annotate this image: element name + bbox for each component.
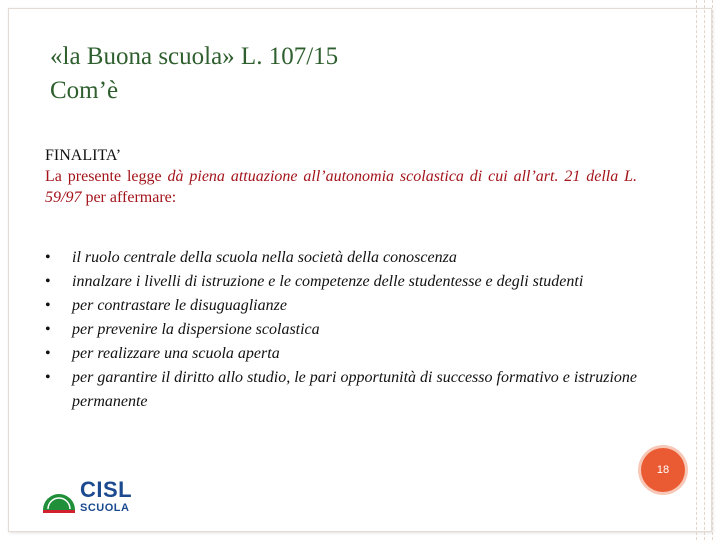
intro-suffix: per affermare: <box>81 189 177 206</box>
list-item: • per contrastare le disuguaglianze <box>45 294 637 318</box>
cisl-logo-icon <box>40 476 78 516</box>
title-line-2: Com’è <box>50 77 119 104</box>
intro-italic: dà piena attuazione all’autonomia scolastica di cui all’art. 21 della L. 59/97 <box>45 168 638 206</box>
cisl-scuola-logo <box>40 476 150 516</box>
list-item: • per prevenire la dispersione scolastica <box>45 318 637 342</box>
logo-name: CISL <box>80 477 133 502</box>
list-item: • per realizzare una scuola aperta <box>45 342 637 366</box>
title-line-1: «la Buona scuola» L. 107/15 <box>50 43 339 70</box>
finalita-heading: FINALITA’ <box>45 147 122 164</box>
finalita-intro <box>45 166 637 208</box>
bullet-list <box>45 246 637 414</box>
slide-title <box>50 40 338 108</box>
list-item: • per garantire il diritto allo studio, le pari opportunità di successo formativo e istruzione permanente <box>45 366 637 414</box>
logo-subtitle: SCUOLA <box>80 502 130 514</box>
list-item: • il ruolo centrale della scuola nella società della conoscenza <box>45 246 637 270</box>
decorative-rule <box>696 0 697 540</box>
intro-prefix: La presente legge <box>45 168 168 185</box>
finalita-section <box>45 145 637 208</box>
page-number-badge: 18 <box>641 448 685 492</box>
list-item: • innalzare i livelli di istruzione e le competenze delle studentesse e degli studenti <box>45 270 637 294</box>
decorative-rule <box>712 0 713 540</box>
decorative-rule <box>704 0 705 540</box>
